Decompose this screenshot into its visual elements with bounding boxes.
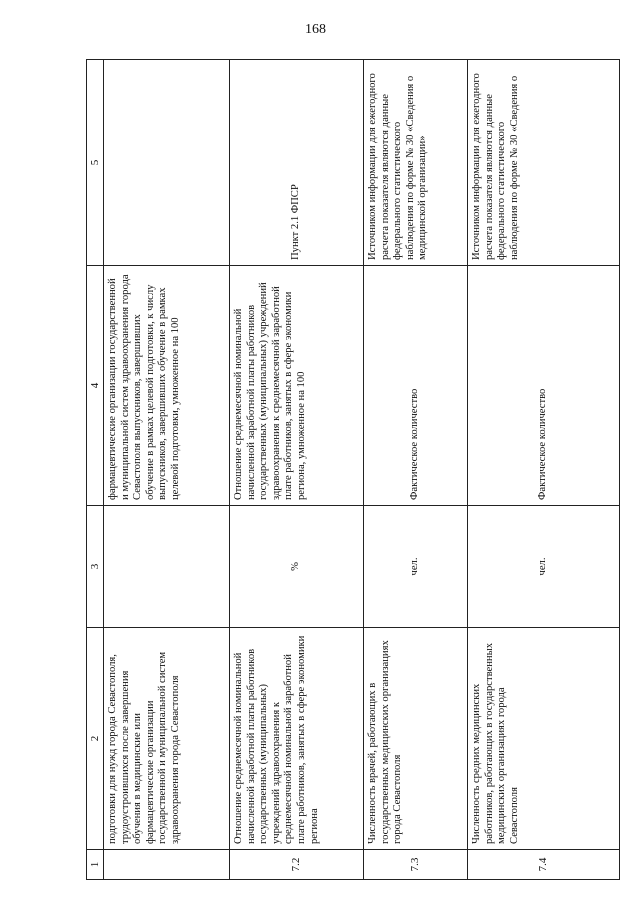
indicator-name: Численность врачей, работающих в государственных медицинских организациях города Севастополя: [364, 628, 468, 850]
unit: чел.: [364, 506, 468, 628]
table-row: [104, 60, 230, 880]
indicator-name: Численность средних медицинских работников, работающих в государственных медицинских организациях города Севастополя: [468, 628, 620, 850]
row-number: [104, 850, 230, 880]
header-row: [87, 60, 104, 880]
indicator-table: [86, 59, 620, 880]
page-number: 168: [305, 22, 326, 37]
unit: чел.: [468, 506, 620, 628]
calculation-method: Фактическое количество: [468, 266, 620, 506]
column-header-5: 5: [87, 60, 104, 266]
rotated-table: [86, 60, 618, 880]
unit: %: [230, 506, 364, 628]
calculation-method: фармацевтические организации государственной и муниципальной систем здравоохранения города Севастополя выпускников, завершивших обучение в рамках целевой подготовки, к числу выпускников, завершивших обучение в рамках целевой подготовки, умноженное на 100: [104, 266, 230, 506]
table-row: [468, 60, 620, 880]
row-number: 7.3: [364, 850, 468, 880]
column-header-4: 4: [87, 266, 104, 506]
table-row: [364, 60, 468, 880]
data-source: Пункт 2.1 ФПСР: [230, 60, 364, 266]
indicator-name: Отношение среднемесячной номинальной начисленной заработной платы работников государственных (муниципальных) учреждений здравоохранения к среднемесячной номинальной заработной плате работников, занятых в сфере экономики региона: [230, 628, 364, 850]
row-number: 7.4: [468, 850, 620, 880]
data-source: [104, 60, 230, 266]
column-header-2: 2: [87, 628, 104, 850]
row-number: 7.2: [230, 850, 364, 880]
column-header-3: 3: [87, 506, 104, 628]
table-row: [230, 60, 364, 880]
data-source: Источником информации для ежегодного расчета показателя являются данные федерального статистического наблюдения по форме № 30 «Сведения о: [468, 60, 620, 266]
calculation-method: Фактическое количество: [364, 266, 468, 506]
calculation-method: Отношение среднемесячной номинальной начисленной заработной платы работников государственных (муниципальных) учреждений здравоохранения к среднемесячной заработной плате работников, занятых в сфере экономики региона, умноженное на 100: [230, 266, 364, 506]
unit: [104, 506, 230, 628]
column-header-1: 1: [87, 850, 104, 880]
indicator-name: подготовки для нужд города Севастополя, трудоустроившихся после завершения обучения в медицинские или фармацевтические организации государственной и муниципальной систем здравоохранения города Севастополя: [104, 628, 230, 850]
data-source: Источником информации для ежегодного расчета показателя являются данные федерального статистического наблюдения по форме № 30 «Сведения о медицинской организации»: [364, 60, 468, 266]
